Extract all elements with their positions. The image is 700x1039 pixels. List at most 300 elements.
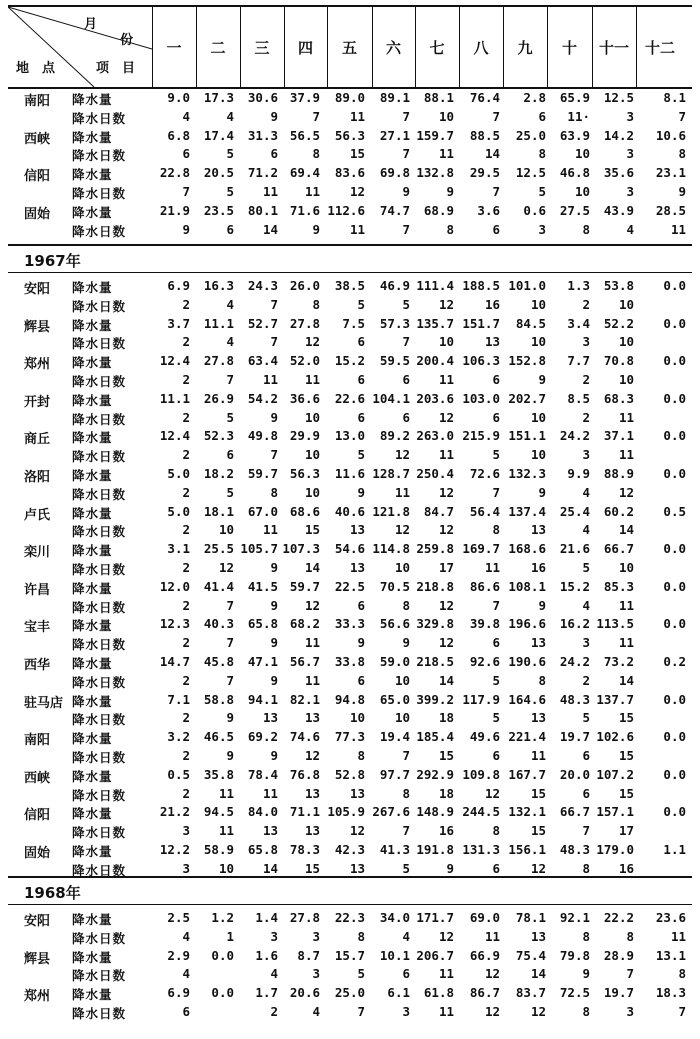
table-cell: 72.5 bbox=[559, 985, 590, 1001]
table-cell: 9 bbox=[270, 409, 278, 425]
table-cell: 5 bbox=[226, 146, 234, 162]
table-cell: 12 bbox=[304, 334, 320, 350]
table-cell: 27.1 bbox=[379, 127, 410, 143]
table-cell: 2 bbox=[270, 1004, 278, 1019]
table-cell: 6 bbox=[492, 221, 500, 237]
table-cell: 59.0 bbox=[379, 654, 410, 669]
table-cell: 6 bbox=[582, 748, 590, 763]
table-cell: 7.7 bbox=[567, 353, 590, 369]
table-cell: 0.5 bbox=[167, 766, 190, 782]
table-cell: 7 bbox=[492, 484, 500, 500]
table-cell: 5 bbox=[357, 296, 365, 312]
table-cell: 167.7 bbox=[508, 766, 546, 782]
table-cell: 7 bbox=[402, 146, 410, 162]
table-cell: 13 bbox=[349, 560, 365, 575]
table-cell: 132.1 bbox=[508, 804, 546, 820]
table-cell: 8.7 bbox=[297, 947, 320, 963]
station-name: 信阳 bbox=[24, 808, 51, 824]
table-cell: 3 bbox=[582, 334, 590, 350]
table-cell: 3 bbox=[182, 823, 190, 839]
table-cell: 4 bbox=[226, 296, 234, 312]
table-cell: 3 bbox=[312, 966, 320, 982]
table-cell: 0.0 bbox=[663, 578, 686, 594]
table-cell: 151.1 bbox=[508, 428, 546, 444]
table-cell: 17.3 bbox=[203, 90, 234, 105]
table-cell: 11 bbox=[304, 672, 320, 688]
table-cell: 5 bbox=[357, 966, 365, 982]
row-item-label: 降水日数 bbox=[72, 148, 127, 164]
table-cell: 46.8 bbox=[559, 165, 590, 181]
table-cell: 10 bbox=[304, 447, 320, 463]
table-cell: 3.4 bbox=[567, 315, 590, 331]
table-cell: 157.1 bbox=[596, 804, 634, 820]
month-header-cell: 六 bbox=[372, 7, 416, 87]
table-cell: 19.4 bbox=[379, 729, 410, 745]
table-cell: 10 bbox=[218, 522, 234, 538]
table-cell: 83.7 bbox=[515, 985, 546, 1001]
table-cell: 7 bbox=[402, 748, 410, 763]
table-cell: 5 bbox=[582, 710, 590, 726]
table-cell: 9 bbox=[226, 710, 234, 726]
table-cell: 104.1 bbox=[372, 390, 410, 406]
table-cell: 10.1 bbox=[379, 947, 410, 963]
table-cell: 3 bbox=[270, 928, 278, 944]
table-cell: 20.0 bbox=[559, 766, 590, 782]
table-cell: 1.4 bbox=[255, 910, 278, 925]
table-cell: 105.9 bbox=[327, 804, 365, 820]
table-cell: 14 bbox=[484, 146, 500, 162]
table-cell: 16.3 bbox=[203, 278, 234, 293]
table-cell: 9 bbox=[402, 184, 410, 199]
table-cell: 89.2 bbox=[379, 428, 410, 444]
table-cell: 19.7 bbox=[559, 729, 590, 745]
table-cell: 6 bbox=[357, 372, 365, 387]
table-cell: 13.1 bbox=[655, 947, 686, 963]
table-cell: 9 bbox=[538, 372, 546, 387]
month-header-cell: 四 bbox=[284, 7, 328, 87]
table-cell: 2 bbox=[182, 484, 190, 500]
table-cell: 8 bbox=[312, 296, 320, 312]
table-cell: 107.3 bbox=[282, 541, 320, 557]
table-cell: 40.3 bbox=[203, 616, 234, 632]
station-name: 信阳 bbox=[24, 169, 51, 185]
row-item-label: 降水日数 bbox=[72, 411, 127, 427]
row-item-label: 降水量 bbox=[72, 167, 113, 183]
table-cell: 2 bbox=[182, 560, 190, 575]
table-cell: 86.7 bbox=[469, 985, 500, 1001]
table-cell: 5 bbox=[226, 184, 234, 199]
table-cell: 7.5 bbox=[342, 315, 365, 331]
table-cell: 97.7 bbox=[379, 766, 410, 782]
table-cell: 16 bbox=[438, 823, 454, 839]
table-cell: 9 bbox=[678, 184, 686, 199]
table-cell: 9 bbox=[270, 597, 278, 613]
table-cell: 49.8 bbox=[247, 428, 278, 444]
table-cell: 63.9 bbox=[559, 127, 590, 143]
table-cell: 7 bbox=[226, 597, 234, 613]
table-cell: 15 bbox=[618, 710, 634, 726]
table-cell: 2 bbox=[582, 409, 590, 425]
table-cell: 11 bbox=[438, 146, 454, 162]
header-item-label: 项 目 bbox=[96, 61, 136, 76]
table-cell: 11 bbox=[670, 221, 686, 237]
table-cell: 10 bbox=[394, 560, 410, 575]
table-cell: 6.1 bbox=[387, 985, 410, 1001]
section-divider bbox=[8, 244, 692, 246]
table-cell: 56.3 bbox=[334, 127, 365, 143]
row-item-label: 降水量 bbox=[72, 468, 113, 483]
table-cell: 12.5 bbox=[515, 165, 546, 181]
table-cell: 12.5 bbox=[603, 90, 634, 105]
station-name: 安阳 bbox=[24, 282, 51, 297]
row-item-label: 降水量 bbox=[72, 618, 113, 634]
table-cell: 191.8 bbox=[416, 842, 454, 857]
table-cell: 4 bbox=[182, 928, 190, 944]
table-cell: 185.4 bbox=[416, 729, 454, 745]
table-cell: 0.5 bbox=[663, 503, 686, 519]
table-cell: 5 bbox=[357, 447, 365, 463]
table-cell: 77.3 bbox=[334, 729, 365, 745]
table-cell: 1.7 bbox=[255, 985, 278, 1001]
table-cell: 17.4 bbox=[203, 127, 234, 143]
row-item-label: 降水量 bbox=[72, 430, 113, 446]
table-cell: 5 bbox=[492, 672, 500, 688]
table-cell: 6 bbox=[357, 334, 365, 350]
table-cell: 16 bbox=[530, 560, 546, 575]
table-cell: 23.5 bbox=[203, 202, 234, 218]
row-item-label: 降水量 bbox=[72, 806, 113, 822]
table-cell: 94.5 bbox=[203, 804, 234, 820]
table-cell: 148.9 bbox=[416, 804, 454, 820]
table-cell: 10 bbox=[530, 447, 546, 463]
table-cell: 2 bbox=[182, 409, 190, 425]
table-cell: 21.9 bbox=[159, 202, 190, 218]
table-cell: 68.9 bbox=[423, 202, 454, 218]
table-cell: 88.5 bbox=[469, 127, 500, 143]
table-cell: 250.4 bbox=[416, 466, 454, 481]
table-cell: 152.8 bbox=[508, 353, 546, 369]
table-cell: 10 bbox=[349, 710, 365, 726]
table-cell: 2 bbox=[182, 785, 190, 801]
table-cell: 33.8 bbox=[334, 654, 365, 669]
table-cell: 8 bbox=[582, 1004, 590, 1019]
table-cell: 151.7 bbox=[462, 315, 500, 331]
table-cell: 9 bbox=[446, 860, 454, 876]
table-cell: 59.7 bbox=[247, 466, 278, 481]
table-cell: 11 bbox=[349, 108, 365, 124]
station-name: 固始 bbox=[24, 846, 51, 861]
table-cell: 12 bbox=[484, 785, 500, 801]
table-cell: 6 bbox=[492, 409, 500, 425]
table-cell: 88.1 bbox=[423, 90, 454, 105]
table-cell: 128.7 bbox=[372, 466, 410, 481]
table-cell: 70.8 bbox=[603, 353, 634, 369]
table-cell: 7 bbox=[402, 221, 410, 237]
station-name: 南阳 bbox=[24, 733, 51, 749]
month-header-cell: 十 bbox=[547, 7, 593, 87]
table-cell: 6 bbox=[182, 1004, 190, 1019]
table-cell: 56.7 bbox=[289, 654, 320, 669]
table-cell: 7 bbox=[492, 184, 500, 199]
table-cell: 34.0 bbox=[379, 910, 410, 925]
table-cell: 5.0 bbox=[167, 503, 190, 519]
table-cell: 0.0 bbox=[211, 947, 234, 963]
table-cell: 14.2 bbox=[603, 127, 634, 143]
table-cell: 52.8 bbox=[334, 766, 365, 782]
section-divider bbox=[8, 876, 692, 878]
table-cell: 4 bbox=[312, 1004, 320, 1019]
station-name: 郑州 bbox=[24, 989, 51, 1005]
table-cell: 15.2 bbox=[334, 353, 365, 369]
table-cell: 2 bbox=[182, 522, 190, 538]
table-cell: 10 bbox=[618, 334, 634, 350]
table-cell: 21.6 bbox=[559, 541, 590, 557]
table-cell: 132.8 bbox=[416, 165, 454, 181]
table-cell: 12 bbox=[438, 635, 454, 651]
table-cell: 6 bbox=[492, 635, 500, 651]
table-cell: 9 bbox=[312, 221, 320, 237]
table-cell: 6.9 bbox=[167, 985, 190, 1001]
row-item-label: 降水量 bbox=[72, 280, 113, 295]
table-cell: 68.3 bbox=[603, 390, 634, 406]
table-cell: 179.0 bbox=[596, 842, 634, 857]
table-cell: 3 bbox=[538, 221, 546, 237]
table-cell: 72.6 bbox=[469, 466, 500, 481]
station-name: 辉县 bbox=[24, 951, 51, 967]
table-cell: 13 bbox=[530, 710, 546, 726]
table-cell: 35.8 bbox=[203, 766, 234, 782]
table-cell: 10 bbox=[438, 334, 454, 350]
row-item-label: 降水日数 bbox=[72, 968, 127, 984]
table-cell: 11 bbox=[304, 635, 320, 651]
table-cell: 66.7 bbox=[559, 804, 590, 820]
table-cell: 14 bbox=[262, 860, 278, 876]
row-item-label: 降水日数 bbox=[72, 674, 127, 690]
table-cell: 58.9 bbox=[203, 842, 234, 857]
table-cell: 11 bbox=[438, 372, 454, 387]
table-cell: 24.2 bbox=[559, 428, 590, 444]
table-cell: 2 bbox=[182, 296, 190, 312]
table-cell: 22.3 bbox=[334, 910, 365, 925]
table-cell: 11 bbox=[262, 184, 278, 199]
table-cell: 10 bbox=[530, 334, 546, 350]
table-cell: 164.6 bbox=[508, 691, 546, 707]
table-cell: 135.7 bbox=[416, 315, 454, 331]
table-cell: 7 bbox=[402, 108, 410, 124]
table-cell: 399.2 bbox=[416, 691, 454, 707]
table-cell: 30.6 bbox=[247, 90, 278, 105]
table-cell: 22.5 bbox=[334, 578, 365, 594]
table-cell: 73.2 bbox=[603, 654, 634, 669]
table-cell: 8 bbox=[626, 928, 634, 944]
month-header-cell: 二 bbox=[196, 7, 241, 87]
table-cell: 7.1 bbox=[167, 691, 190, 707]
table-cell: 12 bbox=[218, 560, 234, 575]
table-cell: 7 bbox=[582, 823, 590, 839]
table-cell: 10 bbox=[530, 296, 546, 312]
table-cell: 6 bbox=[538, 108, 546, 124]
table-cell: 13 bbox=[530, 928, 546, 944]
table-cell: 11 bbox=[262, 522, 278, 538]
table-cell: 3 bbox=[402, 1004, 410, 1019]
table-cell: 2 bbox=[182, 635, 190, 651]
table-cell: 13.0 bbox=[334, 428, 365, 444]
table-cell: 84.0 bbox=[247, 804, 278, 820]
table-cell: 111.4 bbox=[416, 278, 454, 293]
station-name: 安阳 bbox=[24, 914, 51, 929]
table-cell: 41.4 bbox=[203, 578, 234, 594]
table-cell: 6 bbox=[357, 597, 365, 613]
table-cell: 9 bbox=[270, 748, 278, 763]
table-cell: 107.2 bbox=[596, 766, 634, 782]
table-cell: 0.0 bbox=[663, 616, 686, 632]
table-cell: 14 bbox=[530, 966, 546, 982]
table-cell: 76.4 bbox=[469, 90, 500, 105]
table-cell: 8 bbox=[357, 928, 365, 944]
table-cell: 11 bbox=[438, 447, 454, 463]
table-cell: 15 bbox=[618, 748, 634, 763]
table-cell: 0.0 bbox=[663, 766, 686, 782]
table-cell: 7 bbox=[492, 597, 500, 613]
table-cell: 68.2 bbox=[289, 616, 320, 632]
table-cell: 221.4 bbox=[508, 729, 546, 745]
table-cell: 25.0 bbox=[515, 127, 546, 143]
table-cell: 5.0 bbox=[167, 466, 190, 481]
table-cell: 47.1 bbox=[247, 654, 278, 669]
table-cell: 4 bbox=[182, 966, 190, 982]
row-item-label: 降水日数 bbox=[72, 486, 127, 502]
table-cell: 80.1 bbox=[247, 202, 278, 218]
table-cell: 12 bbox=[484, 1004, 500, 1019]
table-cell: 11 bbox=[262, 372, 278, 387]
table-cell: 26.9 bbox=[203, 390, 234, 406]
table-cell: 33.3 bbox=[334, 616, 365, 632]
table-cell: 2 bbox=[182, 597, 190, 613]
table-cell: 3 bbox=[626, 108, 634, 124]
station-name: 西峡 bbox=[24, 131, 51, 147]
row-item-label: 降水日数 bbox=[72, 298, 127, 314]
table-cell: 17 bbox=[618, 823, 634, 839]
table-cell: 12 bbox=[394, 522, 410, 538]
row-item-label: 降水量 bbox=[72, 656, 113, 671]
table-cell: 7 bbox=[678, 108, 686, 124]
table-cell: 10 bbox=[574, 184, 590, 199]
table-cell: 4 bbox=[182, 108, 190, 124]
table-cell: 54.2 bbox=[247, 390, 278, 406]
table-cell: 103.0 bbox=[462, 390, 500, 406]
table-cell: 14 bbox=[438, 672, 454, 688]
table-cell: 190.6 bbox=[508, 654, 546, 669]
table-cell: 131.3 bbox=[462, 842, 500, 857]
table-cell: 41.3 bbox=[379, 842, 410, 857]
table-cell: 8 bbox=[270, 484, 278, 500]
table-cell: 88.9 bbox=[603, 466, 634, 481]
table-cell: 14 bbox=[304, 560, 320, 575]
table-cell: 82.1 bbox=[289, 691, 320, 707]
table-cell: 6 bbox=[270, 146, 278, 162]
table-cell: 25.0 bbox=[334, 985, 365, 1001]
month-header-cell: 十二 bbox=[644, 38, 675, 57]
table-cell: 13 bbox=[530, 522, 546, 538]
table-cell: 56.6 bbox=[379, 616, 410, 632]
table-cell: 13 bbox=[349, 785, 365, 801]
table-cell: 18.1 bbox=[203, 503, 234, 519]
table-cell: 218.5 bbox=[416, 654, 454, 669]
table-cell: 22.2 bbox=[603, 910, 634, 925]
table-cell: 10 bbox=[618, 372, 634, 387]
table-cell: 3.2 bbox=[167, 729, 190, 745]
table-cell: 41.5 bbox=[247, 578, 278, 594]
table-cell: 196.6 bbox=[508, 616, 546, 632]
row-item-label: 降水日数 bbox=[72, 750, 127, 765]
table-cell: 79.8 bbox=[559, 947, 590, 963]
table-cell: 11 bbox=[484, 560, 500, 575]
table-cell: 2.5 bbox=[167, 910, 190, 925]
month-header-cell: 九 bbox=[503, 7, 548, 87]
table-cell: 11 bbox=[218, 823, 234, 839]
table-cell: 13 bbox=[349, 522, 365, 538]
table-cell: 0.0 bbox=[663, 541, 686, 557]
table-cell: 12.0 bbox=[159, 578, 190, 594]
table-cell: 11 bbox=[530, 748, 546, 763]
row-item-label: 降水量 bbox=[72, 92, 113, 107]
table-cell: 28.5 bbox=[655, 202, 686, 218]
table-cell: 102.6 bbox=[596, 729, 634, 745]
table-cell: 113.5 bbox=[596, 616, 634, 632]
row-item-label: 降水日数 bbox=[72, 524, 127, 540]
table-cell: 5 bbox=[402, 860, 410, 876]
station-name: 南阳 bbox=[24, 94, 51, 109]
table-cell: 53.8 bbox=[603, 278, 634, 293]
table-cell: 66.9 bbox=[469, 947, 500, 963]
table-cell: 11.1 bbox=[203, 315, 234, 331]
header-corner-cell bbox=[8, 7, 153, 87]
table-cell: 18 bbox=[438, 785, 454, 801]
table-cell: 1.3 bbox=[567, 278, 590, 293]
table-cell: 0.0 bbox=[663, 804, 686, 820]
table-cell: 168.6 bbox=[508, 541, 546, 557]
table-cell: 101.0 bbox=[508, 278, 546, 293]
table-cell: 61.8 bbox=[423, 985, 454, 1001]
table-cell: 121.8 bbox=[372, 503, 410, 519]
header-month-label: 月 bbox=[84, 17, 98, 32]
table-cell: 1.6 bbox=[255, 947, 278, 963]
table-cell: 71.1 bbox=[289, 804, 320, 820]
row-item-label: 降水量 bbox=[72, 392, 113, 408]
table-cell: 15.7 bbox=[334, 947, 365, 963]
table-cell: 65.8 bbox=[247, 842, 278, 857]
table-cell: 8 bbox=[582, 860, 590, 876]
station-name: 许昌 bbox=[24, 582, 51, 598]
table-cell: 18.3 bbox=[655, 985, 686, 1001]
table-cell: 8 bbox=[402, 785, 410, 801]
table-cell: 29.5 bbox=[469, 165, 500, 181]
table-cell: 59.5 bbox=[379, 353, 410, 369]
table-cell: 4 bbox=[582, 484, 590, 500]
table-cell: 23.1 bbox=[655, 165, 686, 181]
table-cell: 1.1 bbox=[663, 842, 686, 857]
table-cell: 0.0 bbox=[663, 729, 686, 745]
table-cell: 74.6 bbox=[289, 729, 320, 745]
table-cell: 69.8 bbox=[379, 165, 410, 181]
table-cell: 52.0 bbox=[289, 353, 320, 369]
table-cell: 9 bbox=[582, 966, 590, 982]
table-cell: 27.8 bbox=[289, 910, 320, 925]
table-cell: 63.4 bbox=[247, 353, 278, 369]
table-cell: 14 bbox=[618, 522, 634, 538]
table-cell: 12 bbox=[438, 296, 454, 312]
table-cell: 0.0 bbox=[663, 353, 686, 369]
